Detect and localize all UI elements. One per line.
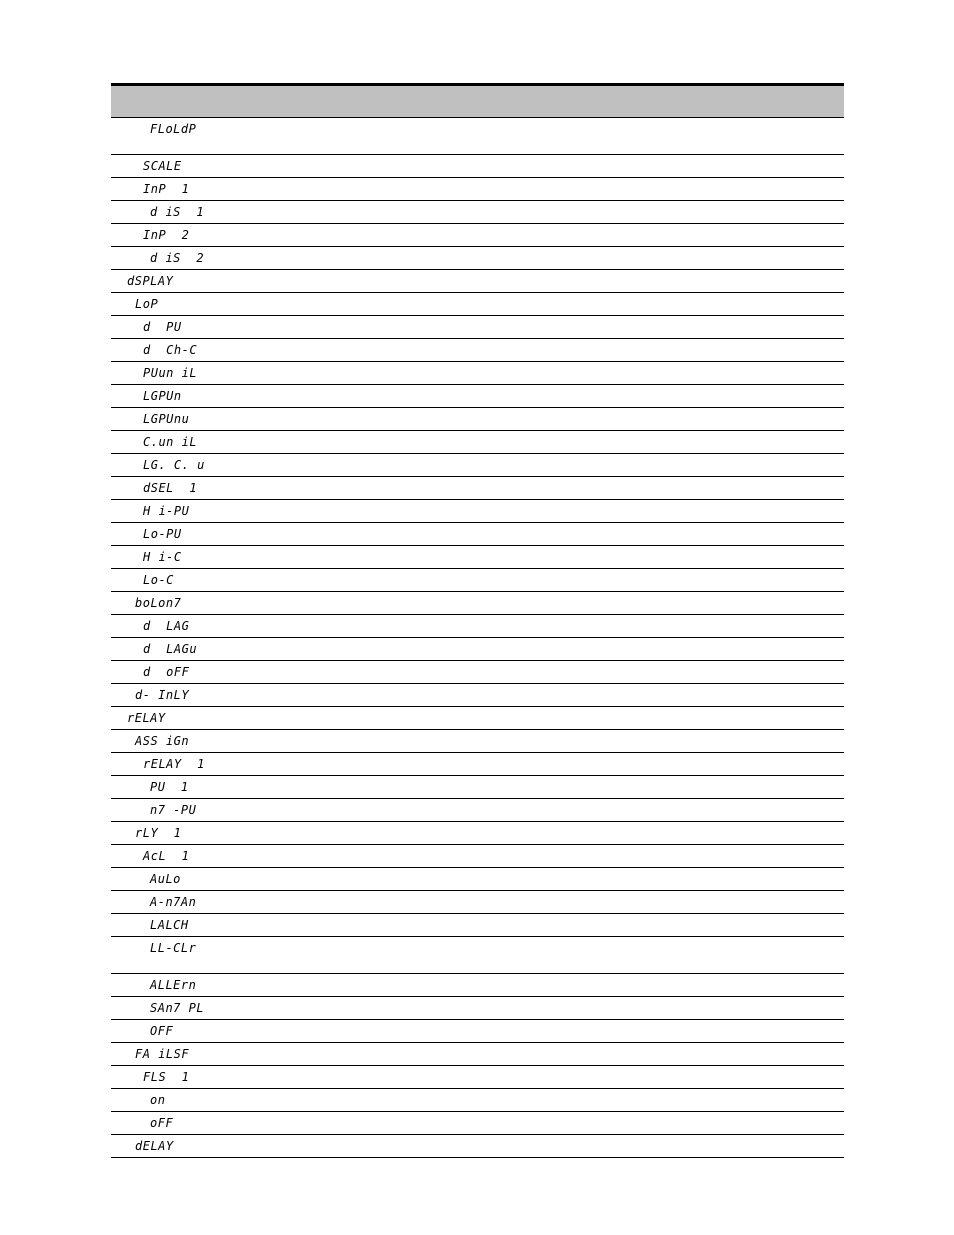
table-row <box>111 178 844 201</box>
menu-code: on <box>150 1093 166 1107</box>
menu-code: boLon7 <box>135 596 182 610</box>
menu-code: dSPLAY <box>127 274 174 288</box>
table-row <box>111 753 844 776</box>
menu-code: dELAY <box>135 1139 174 1153</box>
table-row <box>111 1020 844 1043</box>
menu-code: rELAY <box>127 711 166 725</box>
table-row <box>111 997 844 1020</box>
table-row <box>111 592 844 615</box>
menu-code: InP 2 <box>143 228 190 242</box>
table-row <box>111 1043 844 1066</box>
parameter-table <box>111 83 844 1158</box>
table-row <box>111 362 844 385</box>
table-row <box>111 270 844 293</box>
table-row <box>111 408 844 431</box>
menu-code: H i-C <box>143 550 182 564</box>
menu-code: PUun iL <box>143 366 198 380</box>
table-row <box>111 868 844 891</box>
table-row <box>111 224 844 247</box>
table-row <box>111 974 844 997</box>
menu-code: n7 -PU <box>150 803 197 817</box>
table-body <box>111 118 844 1158</box>
table-row <box>111 431 844 454</box>
menu-code: SAn7 PL <box>150 1001 205 1015</box>
menu-code: FLoLdP <box>150 122 197 136</box>
table-row <box>111 339 844 362</box>
table-row <box>111 546 844 569</box>
table-row <box>111 1135 844 1158</box>
menu-code: H i-PU <box>143 504 190 518</box>
table-row <box>111 661 844 684</box>
table-row <box>111 293 844 316</box>
table-row <box>111 201 844 224</box>
table-row <box>111 569 844 592</box>
menu-code: rLY 1 <box>135 826 182 840</box>
table-row <box>111 500 844 523</box>
table-row <box>111 615 844 638</box>
table-row <box>111 118 844 155</box>
table-row <box>111 707 844 730</box>
menu-code: d oFF <box>143 665 190 679</box>
menu-code: LALCH <box>150 918 189 932</box>
table-row <box>111 730 844 753</box>
table-row <box>111 523 844 546</box>
table-row <box>111 845 844 868</box>
table-row <box>111 638 844 661</box>
menu-code: LL-CLr <box>150 941 197 955</box>
menu-code: LoP <box>135 297 159 311</box>
menu-code: AuLo <box>150 872 181 886</box>
menu-code: Lo-C <box>143 573 174 587</box>
table-header <box>111 86 844 118</box>
menu-code: rELAY 1 <box>143 757 205 771</box>
menu-code: A-n7An <box>150 895 197 909</box>
menu-code: d iS 1 <box>150 205 205 219</box>
menu-code: Lo-PU <box>143 527 182 541</box>
menu-code: InP 1 <box>143 182 190 196</box>
table-row <box>111 1066 844 1089</box>
table-row <box>111 914 844 937</box>
table-row <box>111 155 844 178</box>
menu-code: FA iLSF <box>135 1047 190 1061</box>
menu-code: LG. C. u <box>143 458 205 472</box>
menu-code: dSEL 1 <box>143 481 198 495</box>
menu-code: LGPUn <box>143 389 182 403</box>
menu-code: PU 1 <box>150 780 189 794</box>
menu-code: C.un iL <box>143 435 198 449</box>
table-row <box>111 776 844 799</box>
table-row <box>111 1089 844 1112</box>
menu-code: OFF <box>150 1024 174 1038</box>
menu-code: d PU <box>143 320 182 334</box>
menu-code: d LAGu <box>143 642 198 656</box>
table-row <box>111 247 844 270</box>
menu-code: SCALE <box>143 159 182 173</box>
table-row <box>111 385 844 408</box>
menu-code: oFF <box>150 1116 174 1130</box>
menu-code: FLS 1 <box>143 1070 190 1084</box>
menu-code: d LAG <box>143 619 190 633</box>
menu-code: ALLErn <box>150 978 197 992</box>
table-row <box>111 684 844 707</box>
menu-code: d Ch-C <box>143 343 198 357</box>
table-row <box>111 799 844 822</box>
table-row <box>111 822 844 845</box>
table-row <box>111 937 844 974</box>
table-row <box>111 316 844 339</box>
table-row <box>111 891 844 914</box>
table-row <box>111 1112 844 1135</box>
table-row <box>111 454 844 477</box>
menu-code: d- InLY <box>135 688 190 702</box>
menu-code: AcL 1 <box>143 849 190 863</box>
menu-code: d iS 2 <box>150 251 205 265</box>
table-row <box>111 477 844 500</box>
menu-code: ASS iGn <box>135 734 190 748</box>
menu-code: LGPUnu <box>143 412 190 426</box>
